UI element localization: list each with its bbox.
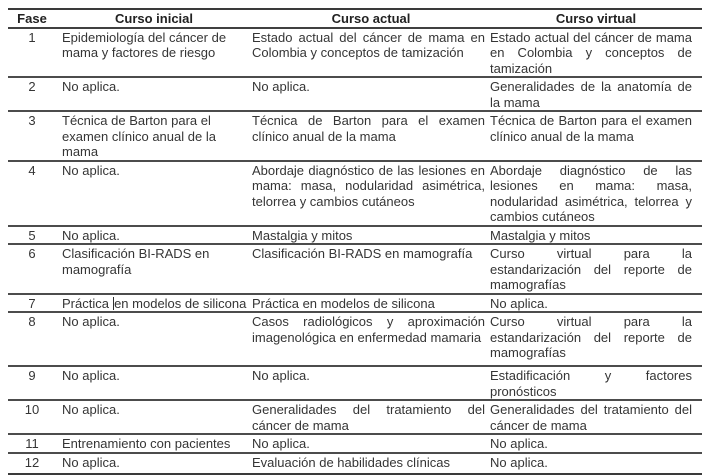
cell-inicial (56, 294, 252, 313)
table-row (8, 226, 702, 245)
cell-inicial: No aplica. (62, 79, 120, 94)
cell-virtual: No aplica. (490, 295, 548, 311)
table-row (8, 294, 702, 313)
table-row (8, 400, 702, 434)
course-phases-table (8, 8, 702, 475)
cell-fase: 1 (28, 29, 36, 45)
cell-fase: 8 (28, 314, 36, 329)
cell-actual: Práctica en modelos de silicona (252, 295, 435, 311)
cell-actual: No aplica. (252, 436, 310, 451)
table-row (8, 77, 702, 111)
cell-actual: Casos radiológicos y aproximación imagenológica en enfermedad mamaria (252, 314, 485, 345)
cell-inicial: No aplica. (62, 402, 120, 417)
table-row (8, 434, 702, 453)
cell-actual: No aplica. (252, 368, 310, 383)
cell-virtual: Generalidades de la anatomía de la mama (490, 79, 692, 110)
cell-actual: No aplica. (252, 79, 310, 94)
cell-virtual: Estado actual del cáncer de mama en Colombia y conceptos de tamización (490, 29, 692, 76)
column-header-virtual: Curso virtual (555, 11, 637, 26)
cell-virtual: Estadificación y factores pronósticos (490, 368, 692, 399)
cell-inicial: No aplica. (62, 314, 120, 329)
cell-actual: Generalidades del tratamiento del cáncer de mama (252, 402, 485, 433)
cell-actual: Mastalgia y mitos (252, 227, 353, 243)
caret-preceding-text: Práctica (62, 295, 113, 311)
cell-inicial: Técnica de Barton para el examen clínico anual de la mama (62, 113, 216, 159)
cell-virtual: No aplica. (490, 436, 548, 451)
cell-virtual: Generalidades del tratamiento del cáncer de mama (490, 402, 692, 433)
cell-inicial: No aplica. (62, 162, 120, 178)
cell-fase: 2 (28, 79, 36, 94)
table-body (8, 28, 702, 474)
cell-fase: 5 (28, 227, 36, 243)
cell-inicial: No aplica. (62, 368, 120, 383)
table-row (8, 111, 702, 161)
cell-actual: Estado actual del cáncer de mama en Colombia y conceptos de tamización (252, 29, 485, 60)
column-header-fase: Fase (17, 11, 47, 26)
cell-inicial: Entrenamiento con pacientes (62, 436, 231, 451)
column-header-inicial: Curso inicial (114, 11, 194, 26)
cell-fase: 3 (28, 113, 36, 128)
cell-fase: 12 (24, 454, 40, 470)
cell-virtual: Mastalgia y mitos (490, 227, 591, 243)
cell-inicial: No aplica. (62, 454, 120, 470)
cell-fase: 11 (25, 436, 39, 451)
cell-fase: 9 (28, 368, 36, 383)
cell-actual: Abordaje diagnóstico de las lesiones en mama: masa, nodularidad asimétrica, telorrea y cambios cutáneos (252, 162, 485, 209)
cell-fase: 7 (28, 295, 36, 311)
cell-inicial: Clasificación BI-RADS en mamografía (62, 246, 210, 277)
table-row (8, 244, 702, 294)
cell-virtual: Abordaje diagnóstico de las lesiones en mama: masa, nodularidad asimétrica, telorrea y cambios cutáneos (490, 162, 692, 224)
cell-inicial: No aplica. (62, 227, 120, 243)
cell-virtual: No aplica. (490, 454, 548, 470)
cell-actual: Evaluación de habilidades clínicas (252, 454, 451, 470)
cell-fase: 6 (28, 246, 36, 261)
cell-actual: Clasificación BI-RADS en mamografía (252, 246, 473, 261)
cell-fase: 10 (24, 402, 40, 417)
cell-inicial: Epidemiología del cáncer de mama y factores de riesgo (62, 29, 227, 60)
caret-following-text: en modelos de silicona (114, 295, 247, 311)
cell-virtual: Curso virtual para la estandarización del reporte de mamografías (490, 314, 692, 360)
table-row (8, 366, 702, 400)
table-row (8, 312, 702, 366)
cell-virtual: Curso virtual para la estandarización del reporte de mamografías (490, 246, 692, 292)
table-row (8, 28, 702, 78)
cell-actual: Técnica de Barton para el examen clínico anual de la mama (252, 113, 485, 144)
table-header (8, 9, 702, 28)
table-row (8, 453, 702, 474)
column-header-actual: Curso actual (331, 11, 411, 26)
cell-virtual: Técnica de Barton para el examen clínico anual de la mama (490, 113, 692, 144)
header-row (8, 9, 702, 28)
cell-fase: 4 (28, 162, 36, 178)
table-row (8, 161, 702, 226)
